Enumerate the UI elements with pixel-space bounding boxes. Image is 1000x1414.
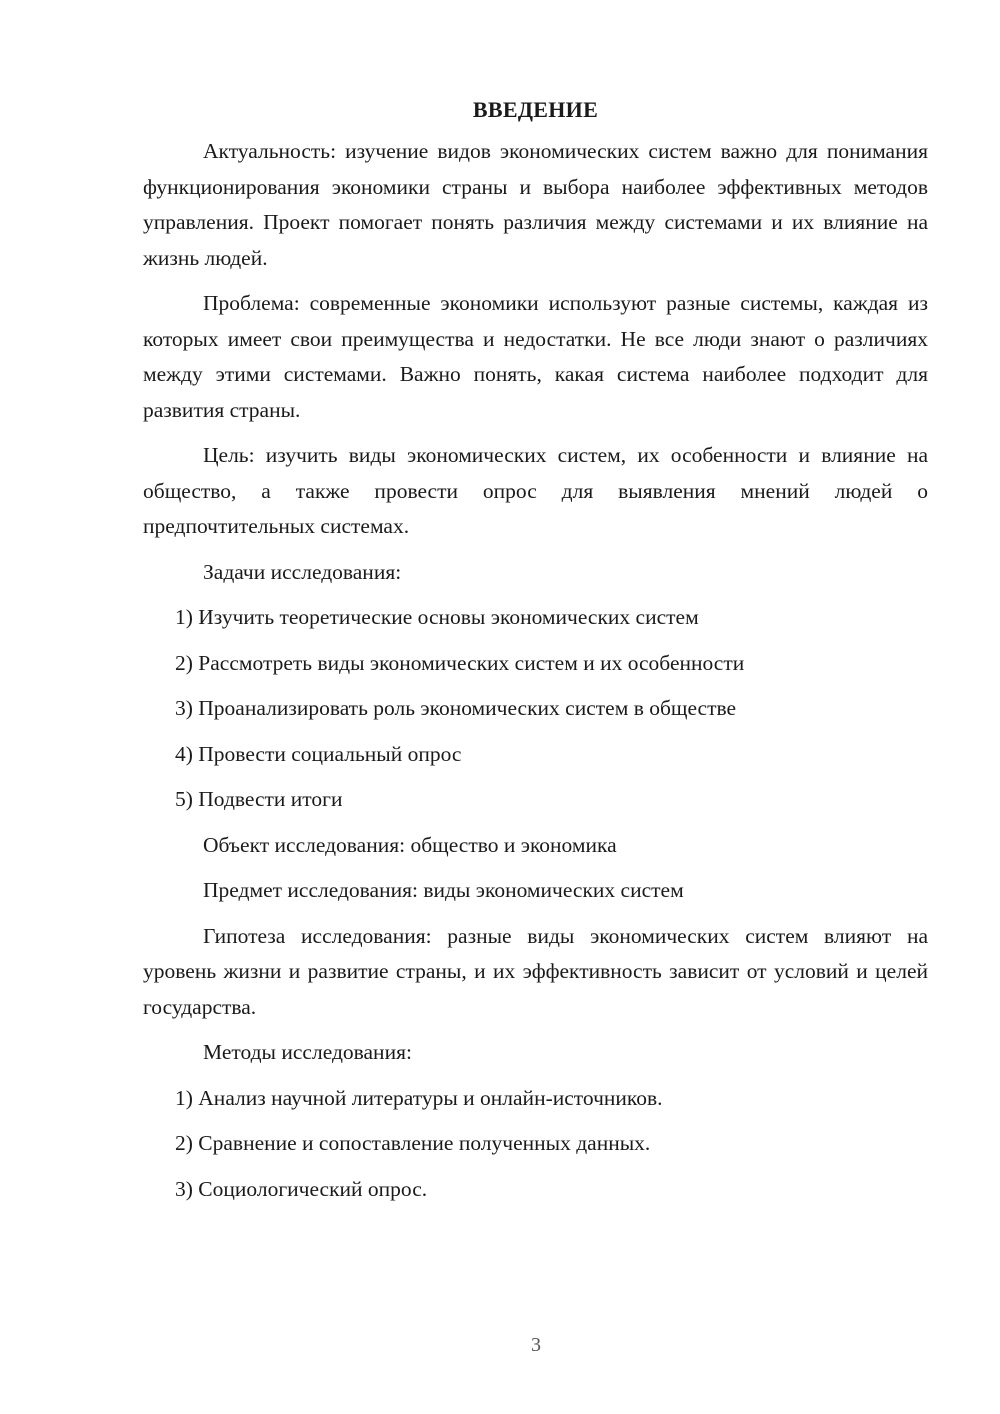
page-number: 3 [531, 1334, 541, 1356]
research-object: Объект исследования: общество и экономика [203, 832, 617, 857]
goal-paragraph: Цель: изучить виды экономических систем, их особенности и влияние на общество, а также провести опрос для выявления мнений людей о предпочтительных системах. [143, 443, 928, 538]
document-page [143, 96, 928, 1217]
tasks-title: Задачи исследования: [203, 559, 402, 584]
problem-paragraph: Проблема: современные экономики используют разные системы, каждая из которых имеет свои преимущества и недостатки. Не все люди знают о различиях между этими системами. Важно понять, какая система наиболее подходит для развития страны. [143, 291, 928, 422]
task-item: 5) Подвести итоги [175, 787, 343, 811]
method-item: 1) Анализ научной литературы и онлайн-источников. [175, 1085, 663, 1110]
section-heading: ВВЕДЕНИЕ [472, 97, 599, 122]
method-item: 3) Социологический опрос. [175, 1176, 428, 1201]
methods-title: Методы исследования: [203, 1040, 412, 1064]
research-subject: Предмет исследования: виды экономических систем [203, 878, 684, 902]
task-item: 1) Изучить теоретические основы экономических систем [175, 605, 699, 629]
task-item: 3) Проанализировать роль экономических систем в обществе [175, 696, 737, 720]
method-item: 2) Сравнение и сопоставление полученных данных. [175, 1131, 651, 1155]
task-item: 4) Провести социальный опрос [175, 741, 462, 766]
relevance-paragraph: Актуальность: изучение видов экономических систем важно для понимания функционирования экономики страны и выбора наиболее эффективных методов управления. Проект помогает понять различия между системами и их влияние на жизнь людей. [143, 139, 928, 270]
task-item: 2) Рассмотреть виды экономических систем и их особенности [175, 650, 745, 675]
hypothesis-paragraph: Гипотеза исследования: разные виды экономических систем влияют на уровень жизни и развитие страны, и их эффективность зависит от условий и целей государства. [143, 923, 928, 1019]
